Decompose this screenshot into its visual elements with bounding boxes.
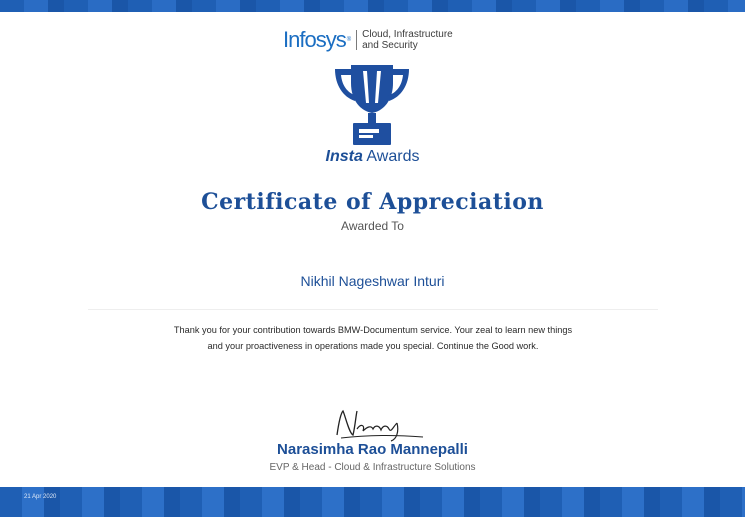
insta-awards-title xyxy=(0,148,745,166)
logo-divider xyxy=(356,30,357,50)
awards-word: Awards xyxy=(366,148,420,165)
certificate-title: Certificate of Appreciation xyxy=(201,189,544,215)
trophy-icon xyxy=(333,63,411,147)
infosys-logo xyxy=(283,26,472,54)
appreciation-message: Thank you for your contribution towards BMW-Documentum service. Your zeal to learn new things and your proactiveness in operations made you special. Continue the Good work. xyxy=(173,325,573,351)
issue-date: 21 Apr 2020 xyxy=(24,494,57,500)
registered-mark: ® xyxy=(346,37,352,43)
brand-tagline-line2: and Security xyxy=(362,40,418,51)
recipient-name: Nikhil Nageshwar Inturi xyxy=(300,273,445,289)
brand-tagline xyxy=(362,29,472,51)
signatory-title: EVP & Head - Cloud & Infrastructure Solutions xyxy=(269,462,476,473)
awarded-to-label: Awarded To xyxy=(341,219,404,233)
bottom-decorative-band xyxy=(0,487,745,517)
divider xyxy=(88,309,658,310)
top-decorative-band xyxy=(0,0,745,12)
brand-tagline-line1: Cloud, Infrastructure xyxy=(362,29,453,40)
brand-name: Infosys xyxy=(283,27,346,52)
insta-word: Insta xyxy=(325,148,363,165)
signatory-name: Narasimha Rao Mannepalli xyxy=(277,441,468,458)
